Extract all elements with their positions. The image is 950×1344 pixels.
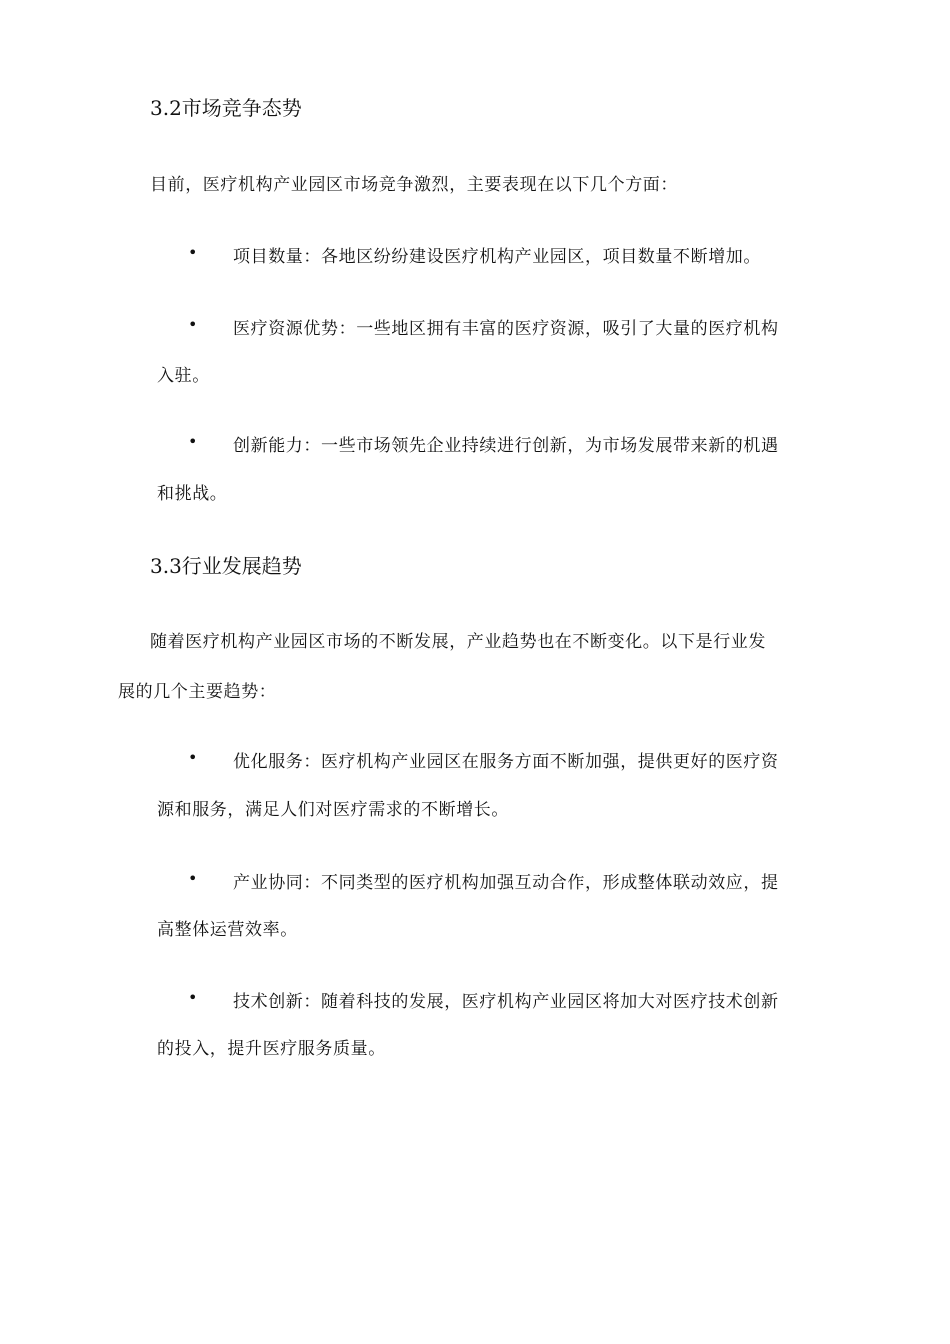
list-item-medical-resources-cont: 入驻。 <box>157 366 210 386</box>
list-item-industry-synergy: 产业协同：不同类型的医疗机构加强互动合作，形成整体联动效应，提 <box>233 873 779 893</box>
list-item-project-count: 项目数量：各地区纷纷建设医疗机构产业园区，项目数量不断增加。 <box>233 247 761 267</box>
section-intro-3-2: 目前，医疗机构产业园区市场竞争激烈，主要表现在以下几个方面： <box>150 175 678 195</box>
list-item-optimize-service-cont: 源和服务，满足人们对医疗需求的不断增长。 <box>157 800 509 820</box>
section-heading-3-3: 3.3行业发展趋势 <box>150 554 302 578</box>
bullet-icon: • <box>188 748 198 767</box>
list-item-optimize-service: 优化服务：医疗机构产业园区在服务方面不断加强，提供更好的医疗资 <box>233 752 779 772</box>
bullet-icon: • <box>188 869 198 888</box>
list-item-tech-innovation-cont: 的投入，提升医疗服务质量。 <box>157 1039 386 1059</box>
bullet-icon: • <box>188 315 198 334</box>
bullet-icon: • <box>188 988 198 1007</box>
section-intro-3-3: 随着医疗机构产业园区市场的不断发展，产业趋势也在不断变化。以下是行业发 <box>150 632 766 652</box>
list-item-innovation-cont: 和挑战。 <box>157 484 228 504</box>
list-item-industry-synergy-cont: 高整体运营效率。 <box>157 920 298 940</box>
list-item-innovation: 创新能力：一些市场领先企业持续进行创新，为市场发展带来新的机遇 <box>233 436 779 456</box>
section-heading-3-2: 3.2市场竞争态势 <box>150 96 302 120</box>
list-item-tech-innovation: 技术创新：随着科技的发展，医疗机构产业园区将加大对医疗技术创新 <box>233 992 779 1012</box>
list-item-medical-resources: 医疗资源优势：一些地区拥有丰富的医疗资源，吸引了大量的医疗机构 <box>233 319 779 339</box>
bullet-icon: • <box>188 432 198 451</box>
bullet-icon: • <box>188 243 198 262</box>
section-intro-3-3-cont: 展的几个主要趋势： <box>118 682 277 702</box>
